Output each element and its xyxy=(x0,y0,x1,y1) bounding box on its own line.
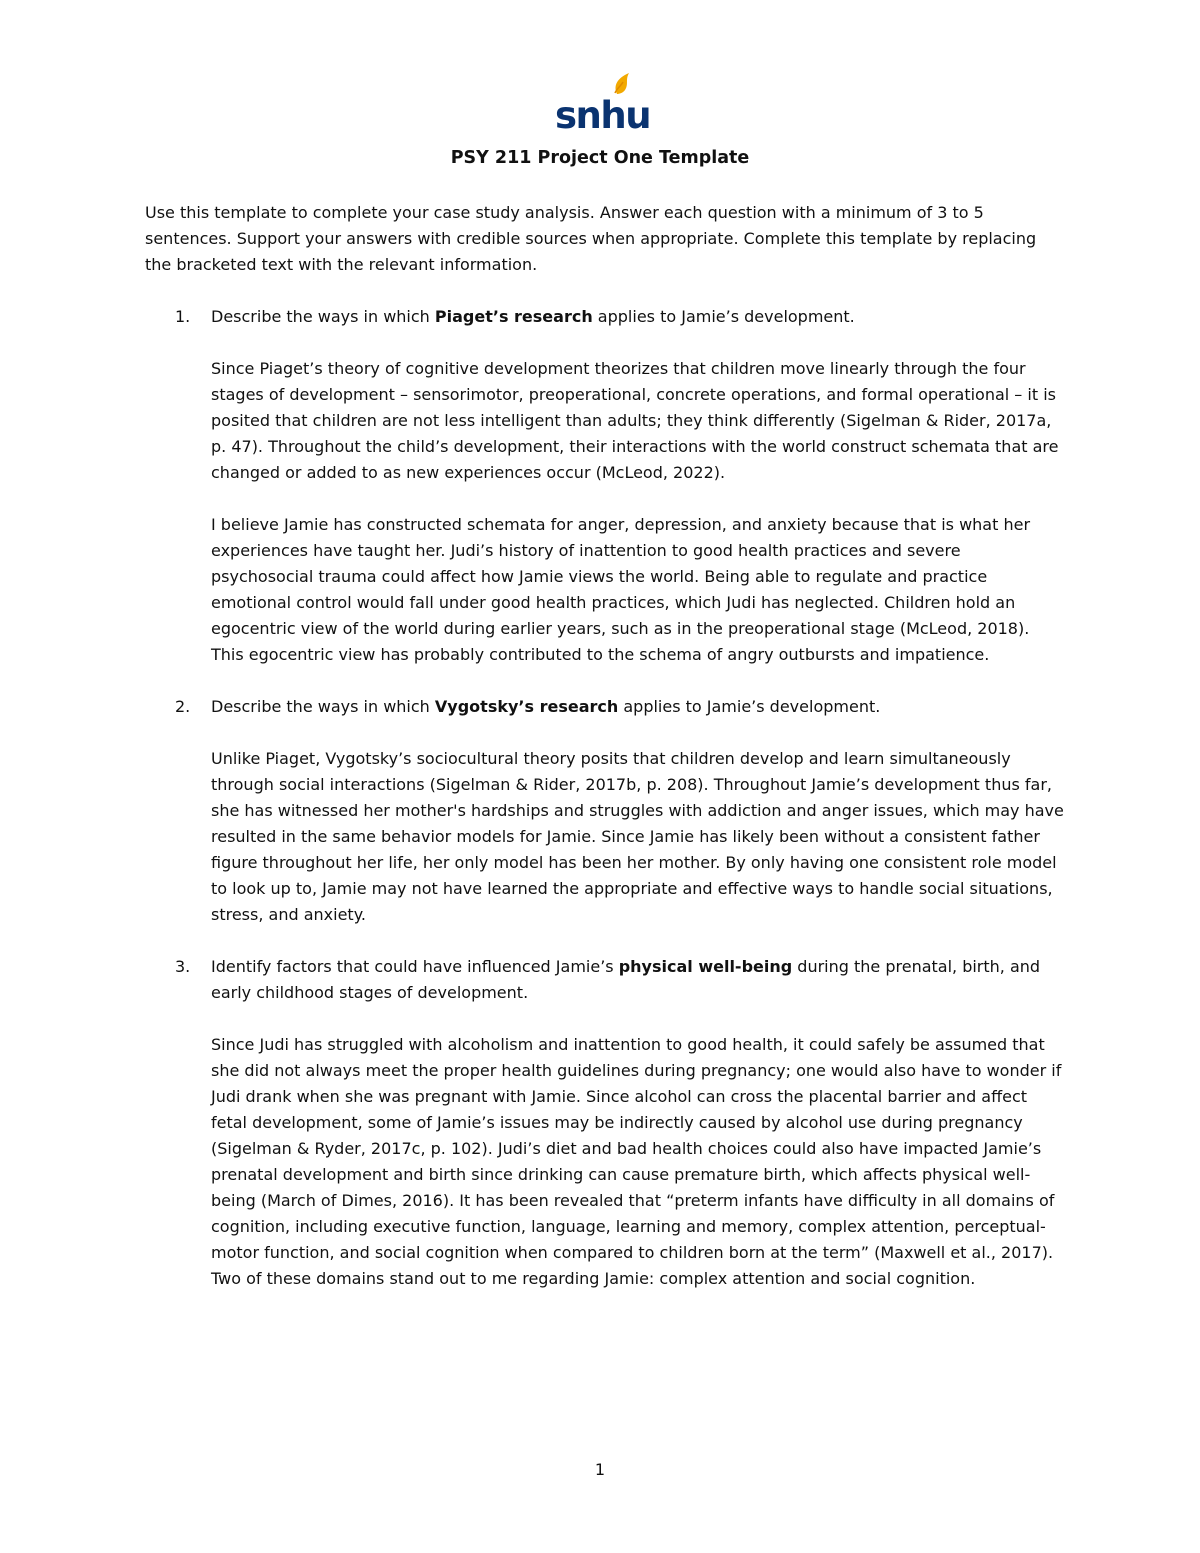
question-text: Identify factors that could have influenced Jamie’s physical well-being during the prenatal, birth, and early childhood stages of development. xyxy=(211,957,1041,1002)
question-item-1 xyxy=(145,304,1065,668)
question-keyword: Piaget’s research xyxy=(434,307,593,326)
question-item-3 xyxy=(145,954,1065,1292)
question-text: Describe the ways in which Piaget’s research applies to Jamie’s development. xyxy=(211,307,855,326)
page-title: PSY 211 Project One Template xyxy=(450,148,750,168)
document-body xyxy=(145,200,1065,1318)
answer-paragraph: Unlike Piaget, Vygotsky’s sociocultural theory posits that children develop and learn simultaneously through social interactions (Sigelman & Rider, 2017b, p. 208). Throughout Jamie’s development thus far, she has witnessed her mother's hardships and struggles with addiction and anger issues, which may have resulted in the same behavior models for Jamie. Since Jamie has likely been without a consistent father figure throughout her life, her only model has been her mother. By only having one consistent role model to look up to, Jamie may not have learned the appropriate and effective ways to handle social situations, stress, and anxiety. xyxy=(211,749,1064,924)
question-text: Describe the ways in which Vygotsky’s research applies to Jamie’s development. xyxy=(211,697,881,716)
answer-paragraph: I believe Jamie has constructed schemata for anger, depression, and anxiety because that is what her experiences have taught her. Judi’s history of inattention to good health practices and severe psychosocial trauma could affect how Jamie views the world. Being able to regulate and practice emotional control would fall under good health practices, which Judi has neglected. Children hold an egocentric view of the world during earlier years, such as in the preoperational stage (McLeod, 2018). This egocentric view has probably contributed to the schema of angry outbursts and impatience. xyxy=(211,515,1031,664)
page-number: 1 xyxy=(594,1460,606,1479)
item-number: 3. xyxy=(175,957,191,976)
logo-text: snhu xyxy=(555,94,651,137)
intro-paragraph: Use this template to complete your case study analysis. Answer each question with a minimum of 3 to 5 sentences. Support your answers with credible sources when appropriate. Complete this template by replacing the bracketed text with the relevant information. xyxy=(145,203,1037,274)
question-keyword: physical well-being xyxy=(618,957,793,976)
question-keyword: Vygotsky’s research xyxy=(434,697,619,716)
question-item-2 xyxy=(145,694,1065,928)
item-number: 1. xyxy=(175,307,191,326)
item-number: 2. xyxy=(175,697,191,716)
answer-paragraph: Since Piaget’s theory of cognitive development theorizes that children move linearly through the four stages of development – sensorimotor, preoperational, concrete operations, and formal operational – it is posited that children are not less intelligent than adults; they think differently (Sigelman & Rider, 2017a, p. 47). Throughout the child’s development, their interactions with the world construct schemata that are changed or added to as new experiences occur (McLeod, 2022). xyxy=(211,359,1059,482)
snhu-logo xyxy=(555,72,651,137)
answer-paragraph: Since Judi has struggled with alcoholism and inattention to good health, it could safely be assumed that she did not always meet the proper health guidelines during pregnancy; one would also have to wonder if Judi drank when she was pregnant with Jamie. Since alcohol can cross the placental barrier and affect fetal development, some of Jamie’s issues may be indirectly caused by alcohol use during pregnancy (Sigelman & Ryder, 2017c, p. 102). Judi’s diet and bad health choices could also have impacted Jamie’s prenatal development and birth since drinking can cause premature birth, which affects physical well-being (March of Dimes, 2016). It has been revealed that “preterm infants have difficulty in all domains of cognition, including executive function, language, learning and memory, complex attention, perceptual-motor function, and social cognition when compared to children born at the term” (Maxwell et al., 2017). Two of these domains stand out to me regarding Jamie: complex attention and social cognition. xyxy=(211,1035,1062,1288)
